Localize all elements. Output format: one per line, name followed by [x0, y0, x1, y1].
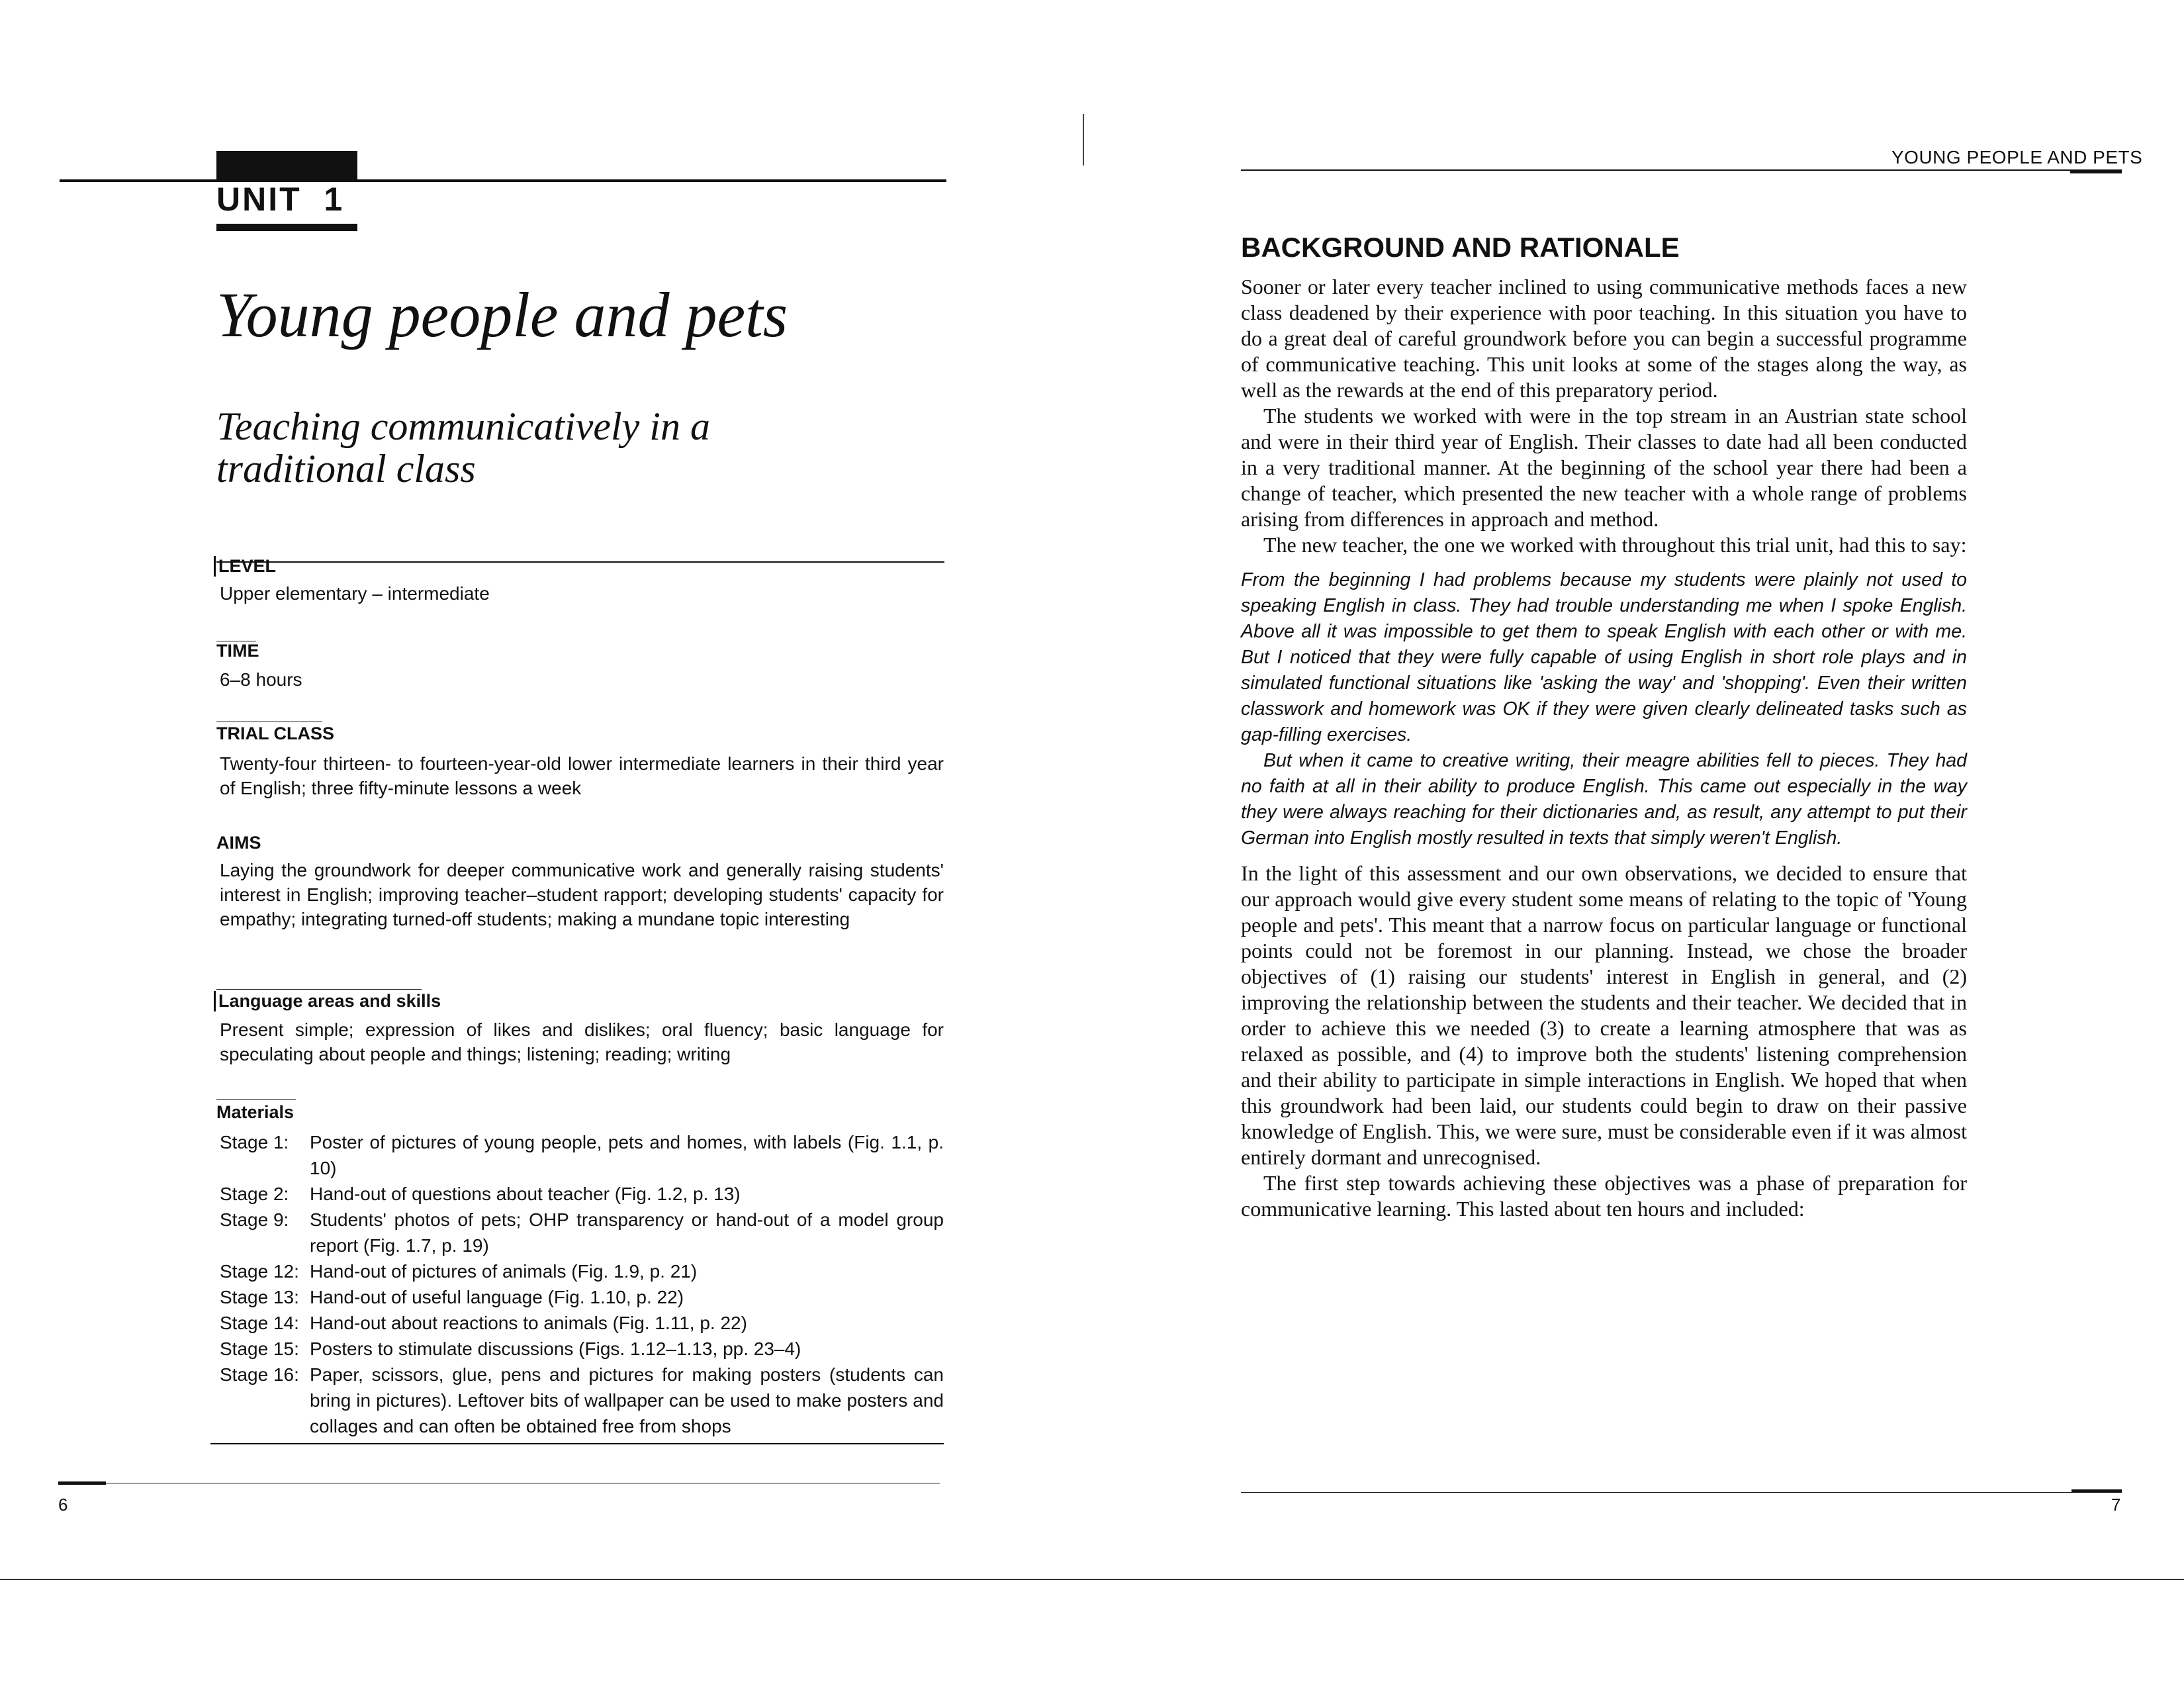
left-footer-bar [58, 1481, 106, 1485]
gutter-mark [1083, 114, 1084, 165]
materials-item [220, 1207, 944, 1258]
aims-heading: AIMS [216, 833, 261, 853]
paragraph-4: In the light of this assessment and our own observations, we decided to ensure that our approach would give every student some means of relating to the topic of 'Young people and pets'. This meant that a narrow focus on particular language or functional points could not be foremost in our planning. Instead, we chose the broader objectives of (1) raising our students' interest in English in general, and (2) improving the relationship between the students and their teacher. We decided that in order to achieve this we needed (3) to create a learning atmosphere that was as relaxed as possible, and (4) to improve both the students' listening comprehension and their ability to participate in simple interactions in English. We hoped that when this groundwork had been laid, our students could begin to draw on their passive knowledge of English. This, we were sure, must be considerable even if it was almost entirely dormant and unrecognised. [1241, 861, 1967, 1169]
unit-underbar [216, 224, 357, 231]
level-rule [216, 561, 944, 563]
scan-bottom-rule [0, 1579, 2184, 1580]
materials-stage: Stage 12: [220, 1261, 299, 1282]
paragraph-5: The first step towards achieving these objectives was a phase of preparation for communicative learning. This lasted about ten hours and included: [1241, 1171, 1967, 1221]
materials-stage: Stage 9: [220, 1209, 289, 1230]
running-head-bar [2070, 169, 2122, 173]
materials-text: Paper, scissors, glue, pens and pictures for making posters (students can bring in pictures). Leftover bits of wallpaper can be used to make posters and collages and can often be obtained free from shops [310, 1364, 944, 1436]
materials-item [220, 1258, 944, 1284]
language-body: Present simple; expression of likes and dislikes; oral fluency; basic language for speculating about people and things; listening; reading; writing [220, 1019, 944, 1064]
materials-item [220, 1362, 944, 1439]
materials-bottom-rule [210, 1443, 944, 1444]
paragraph-1: Sooner or later every teacher inclined to using communicative methods faces a new class deadened by their experience with poor teaching. In this situation you have to do a great deal of careful groundwork before you can begin a successful programme of communicative teaching. This unit looks at some of the stages along the way, as well as the rewards at the end of this preparatory period. [1241, 275, 1967, 402]
running-head: YOUNG PEOPLE AND PETS [1891, 147, 2143, 167]
running-head-rule [1241, 169, 2121, 171]
materials-text: Hand-out of useful language (Fig. 1.10, p. 22) [310, 1287, 684, 1307]
materials-text: Hand-out about reactions to animals (Fig. 1.11, p. 22) [310, 1313, 747, 1333]
materials-text: Poster of pictures of young people, pets and homes, with labels (Fig. 1.1, p. 10) [310, 1132, 944, 1178]
materials-item [220, 1129, 944, 1181]
right-footer-rule [1241, 1492, 2121, 1493]
page-subtitle: Teaching communicatively in a traditional class [216, 404, 710, 491]
materials-text: Posters to stimulate discussions (Figs. 1.12–1.13, pp. 23–4) [310, 1338, 801, 1359]
materials-stage: Stage 15: [220, 1338, 299, 1359]
level-heading: LEVEL [214, 556, 276, 577]
page-number-right: 7 [2111, 1495, 2121, 1515]
aims-body: Laying the groundwork for deeper communicative work and generally raising students' interest in English; improving teacher–student rapport; developing students' capacity for empathy; integrating turned-off students; making a mundane topic interesting [220, 860, 944, 929]
paragraph-3: The new teacher, the one we worked with throughout this trial unit, had this to say: [1263, 533, 1967, 557]
materials-rule [216, 1099, 296, 1100]
materials-text: Hand-out of pictures of animals (Fig. 1.9, p. 21) [310, 1261, 698, 1282]
body-text [1241, 274, 1967, 1222]
quote-paragraph-1: From the beginning I had problems because my students were plainly not used to speaking English in class. They had trouble understanding me when I spoke English. Above all it was impossible to get them to speak English with each other or with me. But I noticed that they were fully capable of using English in short role plays and in simulated functional situations like 'asking the way' and 'shopping'. Even their written classwork and homework was OK if they were given clearly delineated tasks such as gap-filling exercises. [1241, 569, 1967, 745]
language-heading: Language areas and skills [214, 991, 441, 1011]
level-body: Upper elementary – intermediate [220, 583, 490, 604]
materials-text: Hand-out of questions about teacher (Fig. 1.2, p. 13) [310, 1184, 741, 1204]
materials-item [220, 1284, 944, 1310]
materials-item [220, 1336, 944, 1362]
materials-heading: Materials [216, 1102, 295, 1122]
materials-stage: Stage 1: [220, 1132, 289, 1152]
materials-stage: Stage 13: [220, 1287, 299, 1307]
unit-label: UNIT 1 [216, 181, 345, 218]
materials-stage: Stage 2: [220, 1184, 289, 1204]
trial-class-heading: TRIAL CLASS [216, 724, 335, 743]
language-rule [216, 989, 422, 990]
paragraph-2: The students we worked with were in the top stream in an Austrian state school and were in their third year of English. Their classes to date had all been conducted in a very traditional manner. At the beginning of the school year there had been a change of teacher, which presented the new teacher with a whole range of problems arising from differences in approach and method. [1241, 404, 1967, 531]
materials-stage: Stage 16: [220, 1364, 299, 1385]
unit-header-block [216, 151, 357, 181]
unit-header-rule [60, 179, 946, 182]
materials-text: Students' photos of pets; OHP transparency or hand-out of a model group report (Fig. 1.7, p. 19) [310, 1209, 944, 1256]
section-heading: BACKGROUND AND RATIONALE [1241, 232, 1680, 263]
quote-paragraph-2: But when it came to creative writing, their meagre abilities fell to pieces. They had no faith at all in their ability to produce English. This came out especially in the way they were always reaching for their dictionaries and, as result, any attempt to put their German into English mostly resulted in texts that simply weren't English. [1241, 750, 1967, 849]
materials-stage: Stage 14: [220, 1313, 299, 1333]
page-number-left: 6 [58, 1495, 68, 1515]
quote-block [1241, 567, 1967, 851]
materials-list [220, 1129, 944, 1439]
trial-class-body: Twenty-four thirteen- to fourteen-year-old lower intermediate learners in their third year of English; three fifty-minute lessons a week [220, 753, 944, 798]
time-heading: TIME [216, 641, 259, 661]
page-title: Young people and pets [216, 279, 788, 350]
right-footer-bar [2071, 1489, 2122, 1493]
time-body: 6–8 hours [220, 669, 302, 690]
materials-item [220, 1310, 944, 1336]
materials-item [220, 1181, 944, 1207]
